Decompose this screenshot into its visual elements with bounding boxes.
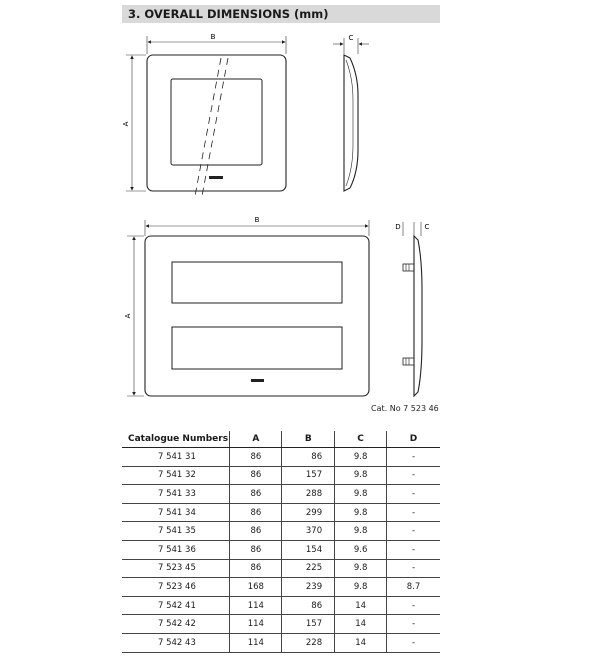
table-row: [122, 448, 440, 467]
bottom-front-view: [124, 216, 369, 396]
cell-catalogue-number: 7 541 36: [122, 540, 230, 559]
cell-b: 299: [282, 503, 335, 522]
bottom-dim-b-label: B: [254, 216, 260, 224]
cell-b: 157: [282, 466, 335, 485]
cell-catalogue-number: 7 523 46: [122, 578, 230, 597]
cell-b: 239: [282, 578, 335, 597]
cell-d: -: [387, 596, 440, 615]
cell-c: 9.8: [335, 522, 387, 541]
bottom-dim-d-label: D: [395, 223, 401, 231]
table-row: [122, 466, 440, 485]
cell-catalogue-number: 7 541 33: [122, 485, 230, 504]
cell-a: 86: [230, 448, 282, 467]
cell-b: 86: [282, 448, 335, 467]
cell-a: 86: [230, 522, 282, 541]
section-title: 3. OVERALL DIMENSIONS (mm): [128, 7, 329, 21]
cell-catalogue-number: 7 542 43: [122, 633, 230, 652]
cell-b: 225: [282, 559, 335, 578]
table-row: [122, 615, 440, 634]
cell-d: -: [387, 466, 440, 485]
cell-a: 114: [230, 615, 282, 634]
cell-c: 14: [335, 615, 387, 634]
cell-b: 157: [282, 615, 335, 634]
top-dim-b-label: B: [210, 33, 216, 41]
header-d: D: [387, 431, 440, 448]
table-row: [122, 503, 440, 522]
table-row: [122, 596, 440, 615]
cell-catalogue-number: 7 523 45: [122, 559, 230, 578]
cell-c: 9.8: [335, 559, 387, 578]
header-c: C: [335, 431, 387, 448]
cell-d: -: [387, 540, 440, 559]
cell-c: 9.8: [335, 466, 387, 485]
cell-c: 9.6: [335, 540, 387, 559]
cell-catalogue-number: 7 542 42: [122, 615, 230, 634]
cell-a: 86: [230, 540, 282, 559]
top-dim-c-label: C: [348, 34, 354, 42]
cell-catalogue-number: 7 541 32: [122, 466, 230, 485]
cell-d: -: [387, 633, 440, 652]
top-front-view: [122, 33, 286, 196]
cell-c: 14: [335, 633, 387, 652]
cell-catalogue-number: 7 541 34: [122, 503, 230, 522]
bottom-dim-a-label: A: [124, 313, 132, 319]
cell-a: 86: [230, 559, 282, 578]
cell-c: 9.8: [335, 448, 387, 467]
header-catalogue-numbers: Catalogue Numbers: [122, 431, 230, 448]
cell-catalogue-number: 7 541 35: [122, 522, 230, 541]
header-a: A: [230, 431, 282, 448]
catalogue-note: Cat. No 7 523 46: [371, 404, 439, 413]
table-row: [122, 522, 440, 541]
table-row: [122, 540, 440, 559]
cell-d: -: [387, 615, 440, 634]
cell-d: -: [387, 522, 440, 541]
table-body: [122, 448, 440, 653]
cell-d: -: [387, 448, 440, 467]
cell-b: 86: [282, 596, 335, 615]
header-b: B: [282, 431, 335, 448]
cell-c: 14: [335, 596, 387, 615]
cell-a: 86: [230, 503, 282, 522]
cell-d: -: [387, 503, 440, 522]
table-row: [122, 633, 440, 652]
top-side-view: [333, 34, 369, 191]
cell-b: 370: [282, 522, 335, 541]
table-header-row: [122, 431, 440, 448]
bottom-side-view: [395, 222, 429, 396]
cell-c: 9.8: [335, 578, 387, 597]
cell-c: 9.8: [335, 503, 387, 522]
cell-b: 288: [282, 485, 335, 504]
cell-d: -: [387, 485, 440, 504]
bottom-dim-c-label: C: [424, 223, 430, 231]
cell-catalogue-number: 7 542 41: [122, 596, 230, 615]
cell-d: -: [387, 559, 440, 578]
cell-a: 86: [230, 466, 282, 485]
table-row: [122, 578, 440, 597]
top-dim-a-label: A: [122, 121, 130, 127]
cell-a: 114: [230, 596, 282, 615]
cell-d: 8.7: [387, 578, 440, 597]
cell-a: 86: [230, 485, 282, 504]
dimensions-table: [122, 431, 440, 653]
table-row: [122, 559, 440, 578]
cell-catalogue-number: 7 541 31: [122, 448, 230, 467]
cell-a: 168: [230, 578, 282, 597]
cell-b: 228: [282, 633, 335, 652]
cell-c: 9.8: [335, 485, 387, 504]
table-row: [122, 485, 440, 504]
cell-a: 114: [230, 633, 282, 652]
cell-b: 154: [282, 540, 335, 559]
